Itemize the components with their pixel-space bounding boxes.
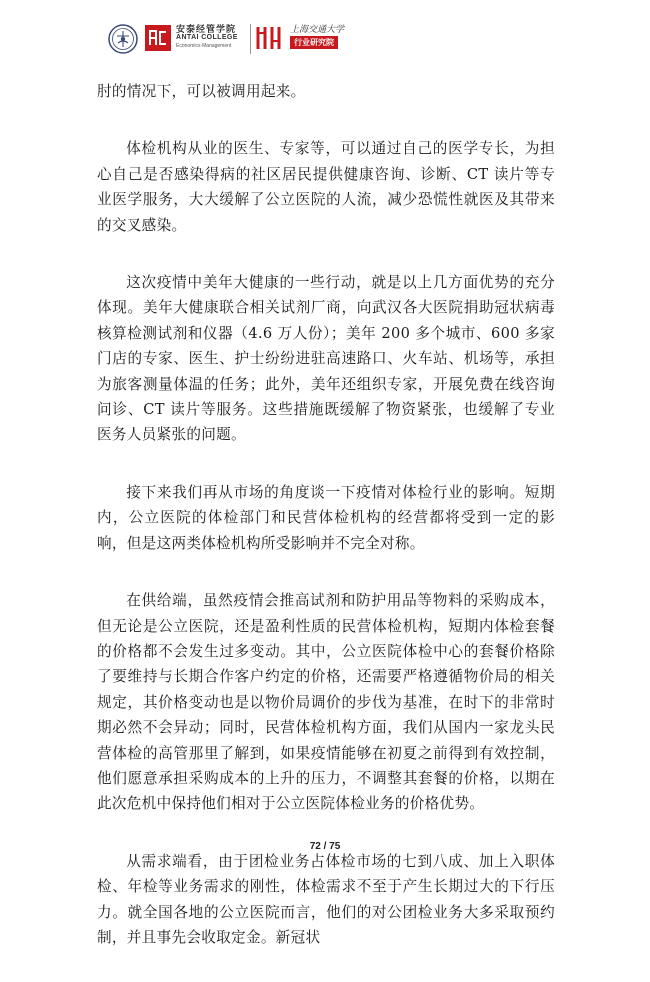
sjtu-calligraphy-name: 上海交通大学 — [290, 25, 345, 35]
college-subtitle: Economics·Management — [176, 43, 232, 49]
paragraph: 接下来我们再从市场的角度谈一下疫情对体检行业的影响。短期内，公立医院的体检部门和民营体检机构的经营都将受到一定的影响，但是这两类体检机构所受影响并不完全对称。 — [97, 483, 555, 552]
antai-college-name — [176, 22, 244, 56]
page-number: 72 / 75 — [309, 841, 341, 852]
sjtu-institute-name — [290, 22, 350, 56]
institute-badge: 行业研究院 — [290, 36, 338, 49]
sjtu-seal-logo — [108, 24, 138, 54]
header-divider — [250, 24, 251, 54]
paragraph: 肘的情况下，可以被调用起来。 — [97, 83, 306, 100]
acem-logo — [145, 25, 171, 51]
paragraph: 从需求端看，由于团检业务占体检市场的七到八成、加上入职体检、年检等业务需求的刚性，体检需求不至于产生长期过大的下行压力。就全国各地的公立医院而言，他们的对公团检业务大多采取预约制，并且事先会收取定金。新冠状 — [97, 852, 555, 946]
college-english-name: ANTAI COLLEGE — [176, 34, 238, 41]
paragraph: 在供给端，虽然疫情会推高试剂和防护用品等物料的采购成本，但无论是公立医院，还是盈利性质的民营体检机构，短期内体检套餐的价格都不会发生过多变动。其中，公立医院体检中心的套餐价格除了要维持与长期合作客户约定的价格，还需要严格遵循物价局的相关规定，其价格变动也是以物价局调价的步伐为基准，在时下的非常时期必然不会异动；同时，民营体检机构方面，我们从国内一家龙头民营体检的高管那里了解到，如果疫情能够在初夏之前得到有效控制，他们愿意承担采购成本的上升的压力，不调整其套餐的价格，以期在此次危机中保持他们相对于公立医院体检业务的价格优势。 — [97, 592, 555, 813]
college-chinese-name: 安泰经管学院 — [176, 25, 237, 35]
paragraph: 体检机构从业的医生、专家等，可以通过自己的医学专长，为担心自己是否感染得病的社区居民提供健康咨询、诊断、CT 读片等专业医学服务，大大缓解了公立医院的人流，减少恐慌性就医及其带来的交叉感染。 — [97, 140, 555, 234]
industry-institute-logo — [254, 23, 284, 53]
paragraph: 这次疫情中美年大健康的一些行动，就是以上几方面优势的充分体现。美年大健康联合相关试剂厂商，向武汉各大医院捐助冠状病毒核算检测试剂和仪器（4.6 万人份）；美年 200 多个城市、600 多家门店的专家、医生、护士纷纷进驻高速路口、火车站、机场等，承担为旅客测量体温的任务；此外，美年还组织专家，开展免费在线咨询问诊、CT 读片等服务。这些措施既缓解了物资紧张，也缓解了专业医务人员紧张的问题。 — [97, 274, 555, 444]
page-header — [0, 0, 650, 66]
